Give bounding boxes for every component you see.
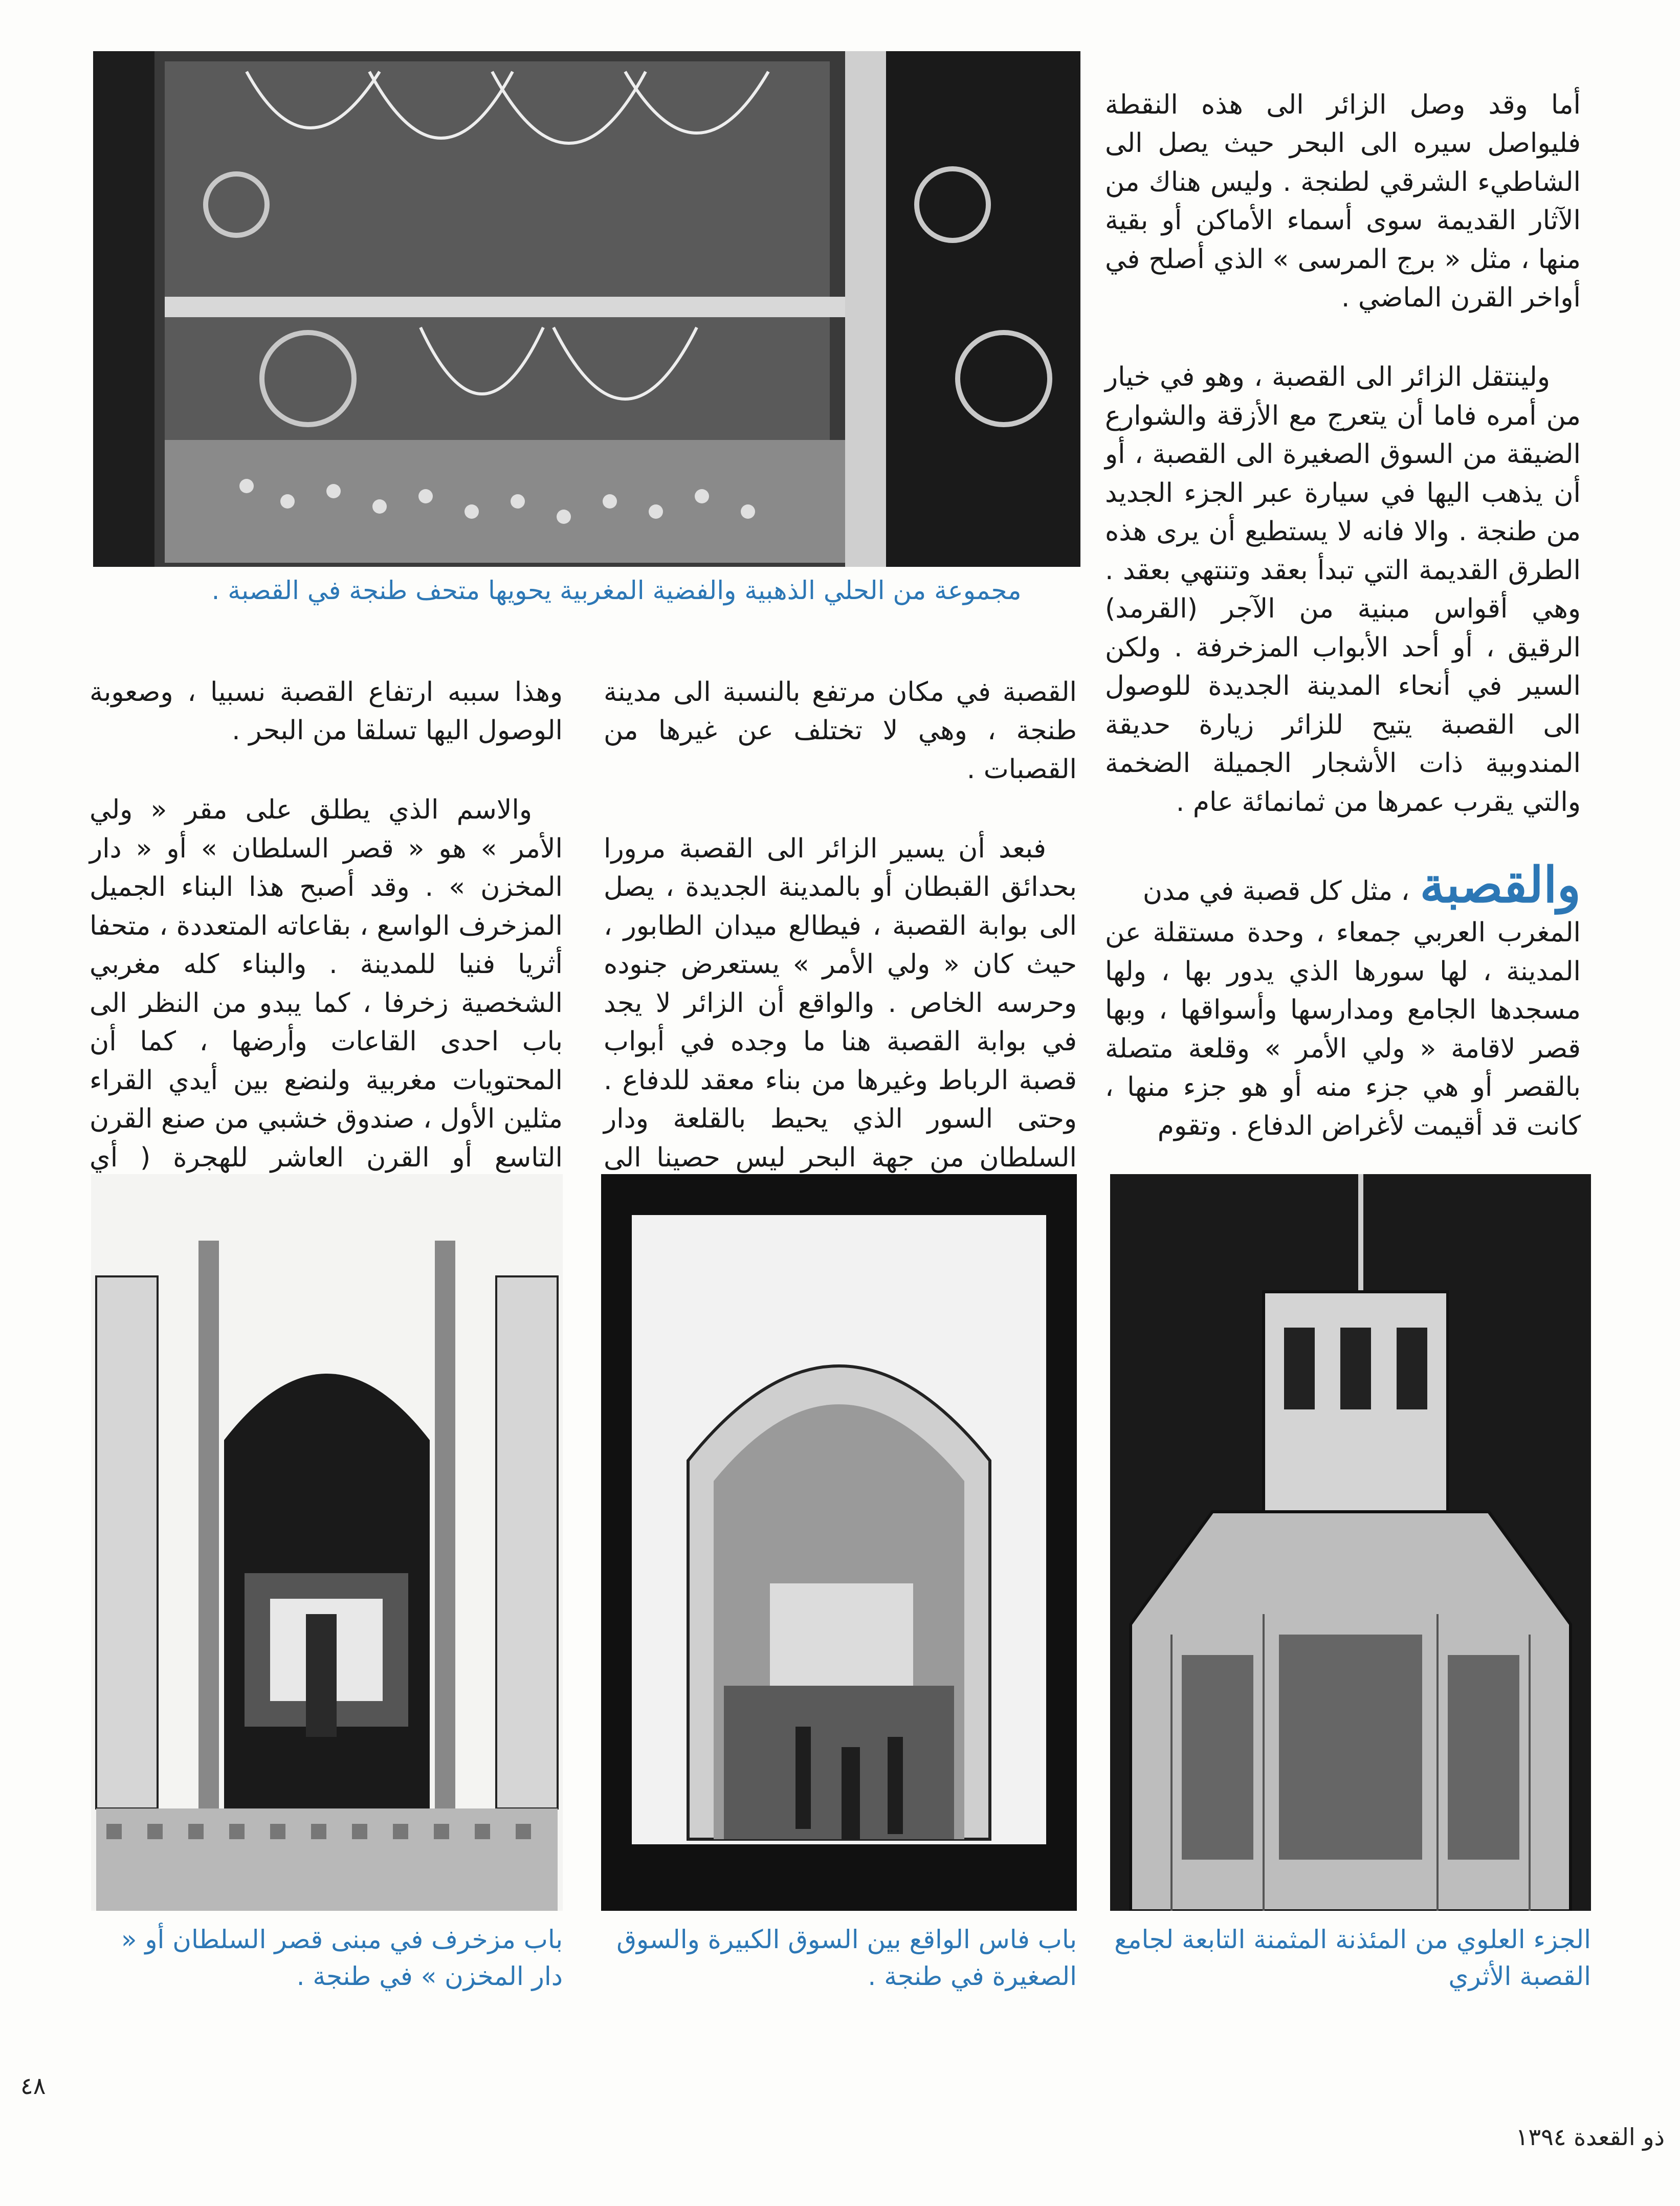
jewelry-photo (93, 51, 1080, 567)
section-text: المغرب العربي جمعاء ، وحدة مستقلة عن المدينة ، لها سورها الذي يدور بها ، ولها مسجدها الجامع ومدارسها وأسواقها ، وبها قصر لاقامة « ولي الأمر » وقلعة متصلة بالقصر أو هي جزء منه أو هو جزء منها ، كانت قد أقيمت لأغراض الدفاع . وتقوم (1105, 917, 1581, 1141)
fes-gate-caption: باب فاس الواقع بين السوق الكبيرة والسوق الصغيرة في طنجة . (616, 1925, 1077, 1991)
kasbah-section (1105, 856, 1581, 1145)
page-number: ٤٨ (20, 2072, 46, 2100)
intro-paragraph-2: ولينتقل الزائر الى القصبة ، وهو في خيار من أمره فاما أن يتعرج مع الأزقة والشوارع الضيقة من السوق الصغيرة الى القصبة ، أو أن يذهب اليها في سيارة عبر الجزء الجديد من طنجة . والا فانه لا يستطيع أن يرى هذه الطرق القديمة التي تبدأ بعقد وتنتهي بعقد . وهي أقواس مبنية من الآجر (القرمد) الرقيق ، أو أحد الأبواب المزخرفة . ولكن السير في أنحاء المدينة الجديدة للوصول الى القصبة يتيح للزائر زيارة حديقة المندوبية ذات الأشجار الجميلة الضخمة والتي يقرب عمرها من ثمانمائة عام . (1105, 362, 1581, 818)
intro-paragraph-1: أما وقد وصل الزائر الى هذه النقطة فليواصل سيره الى البحر حيث يصل الى الشاطيء الشرقي لطنجة . وليس هناك من الآثار القديمة سوى أسماء الأماكن أو بقية منها ، مثل « برج المرسى » الذي أصلح في أواخر القرن الماضي . (1105, 89, 1581, 313)
section-headword: والقصبة (1420, 856, 1581, 914)
issue-date: ذو القعدة ١٣٩٤ (1515, 2123, 1665, 2151)
fes-gate-photo (601, 1174, 1077, 1911)
middle-paragraph-2: فبعد أن يسير الزائر الى القصبة مرورا بحدائق القبطان أو بالمدينة الجديدة ، يصل الى بوابة القصبة ، فيطالع ميدان الطابور ، حيث كان « ولي الأمر » يستعرض جنوده وحرسه الخاص . والواقع أن الزائر لا يجد في بوابة القصبة هنا ما وجده في أبواب قصبة الرباط وغيرها من بناء معقد للدفاع . وحتى السور الذي يحيط بالقلعة ودار السلطان من جهة البحر ليس حصينا الى (604, 833, 1077, 1173)
minaret-caption: الجزء العلوي من المئذنة المثمنة التابعة لجامع القصبة الأثري (1114, 1925, 1591, 1991)
middle-column (604, 634, 1077, 1256)
minaret-photo (1110, 1174, 1591, 1911)
left-paragraph-1: وهذا سببه ارتفاع القصبة نسبيا ، وصعوبة الوصول اليها تسلقا من البحر . (90, 676, 563, 746)
left-paragraph-2: والاسم الذي يطلق على مقر « ولي الأمر » هو « قصر السلطان » أو « دار المخزن » . وقد أصبح هذا البناء الجميل المزخرف الواسع ، بقاعاته المتعددة ، متحفا أثريا فنيا للمدينة . والبناء كله مغربي الشخصية زخرفا ، كما يبدو من النظر الى باب احدى القاعات وأرضها ، كما أن المحتويات مغربية ولنضع بين أيدي القراء مثلين الأول ، صندوق خشبي من صنع القرن التاسع أو القرن العاشر للهجرة ( أي (90, 795, 563, 1173)
middle-paragraph-1: القصبة في مكان مرتفع بالنسبة الى مدينة طنجة ، وهي لا تختلف عن غيرها من القصبات . (604, 676, 1077, 785)
intro-column (1105, 47, 1581, 863)
palace-door-caption: باب مزخرف في مبنى قصر السلطان أو « دار المخزن » في طنجة . (121, 1925, 563, 1991)
palace-door-photo (91, 1174, 563, 1911)
left-column (90, 634, 563, 1256)
jewelry-photo-caption: مجموعة من الحلي الذهبية والفضية المغربية يحويها متحف طنجة في القصبة . (211, 576, 1022, 605)
section-first-line: ، مثل كل قصبة في مدن (1142, 875, 1410, 907)
